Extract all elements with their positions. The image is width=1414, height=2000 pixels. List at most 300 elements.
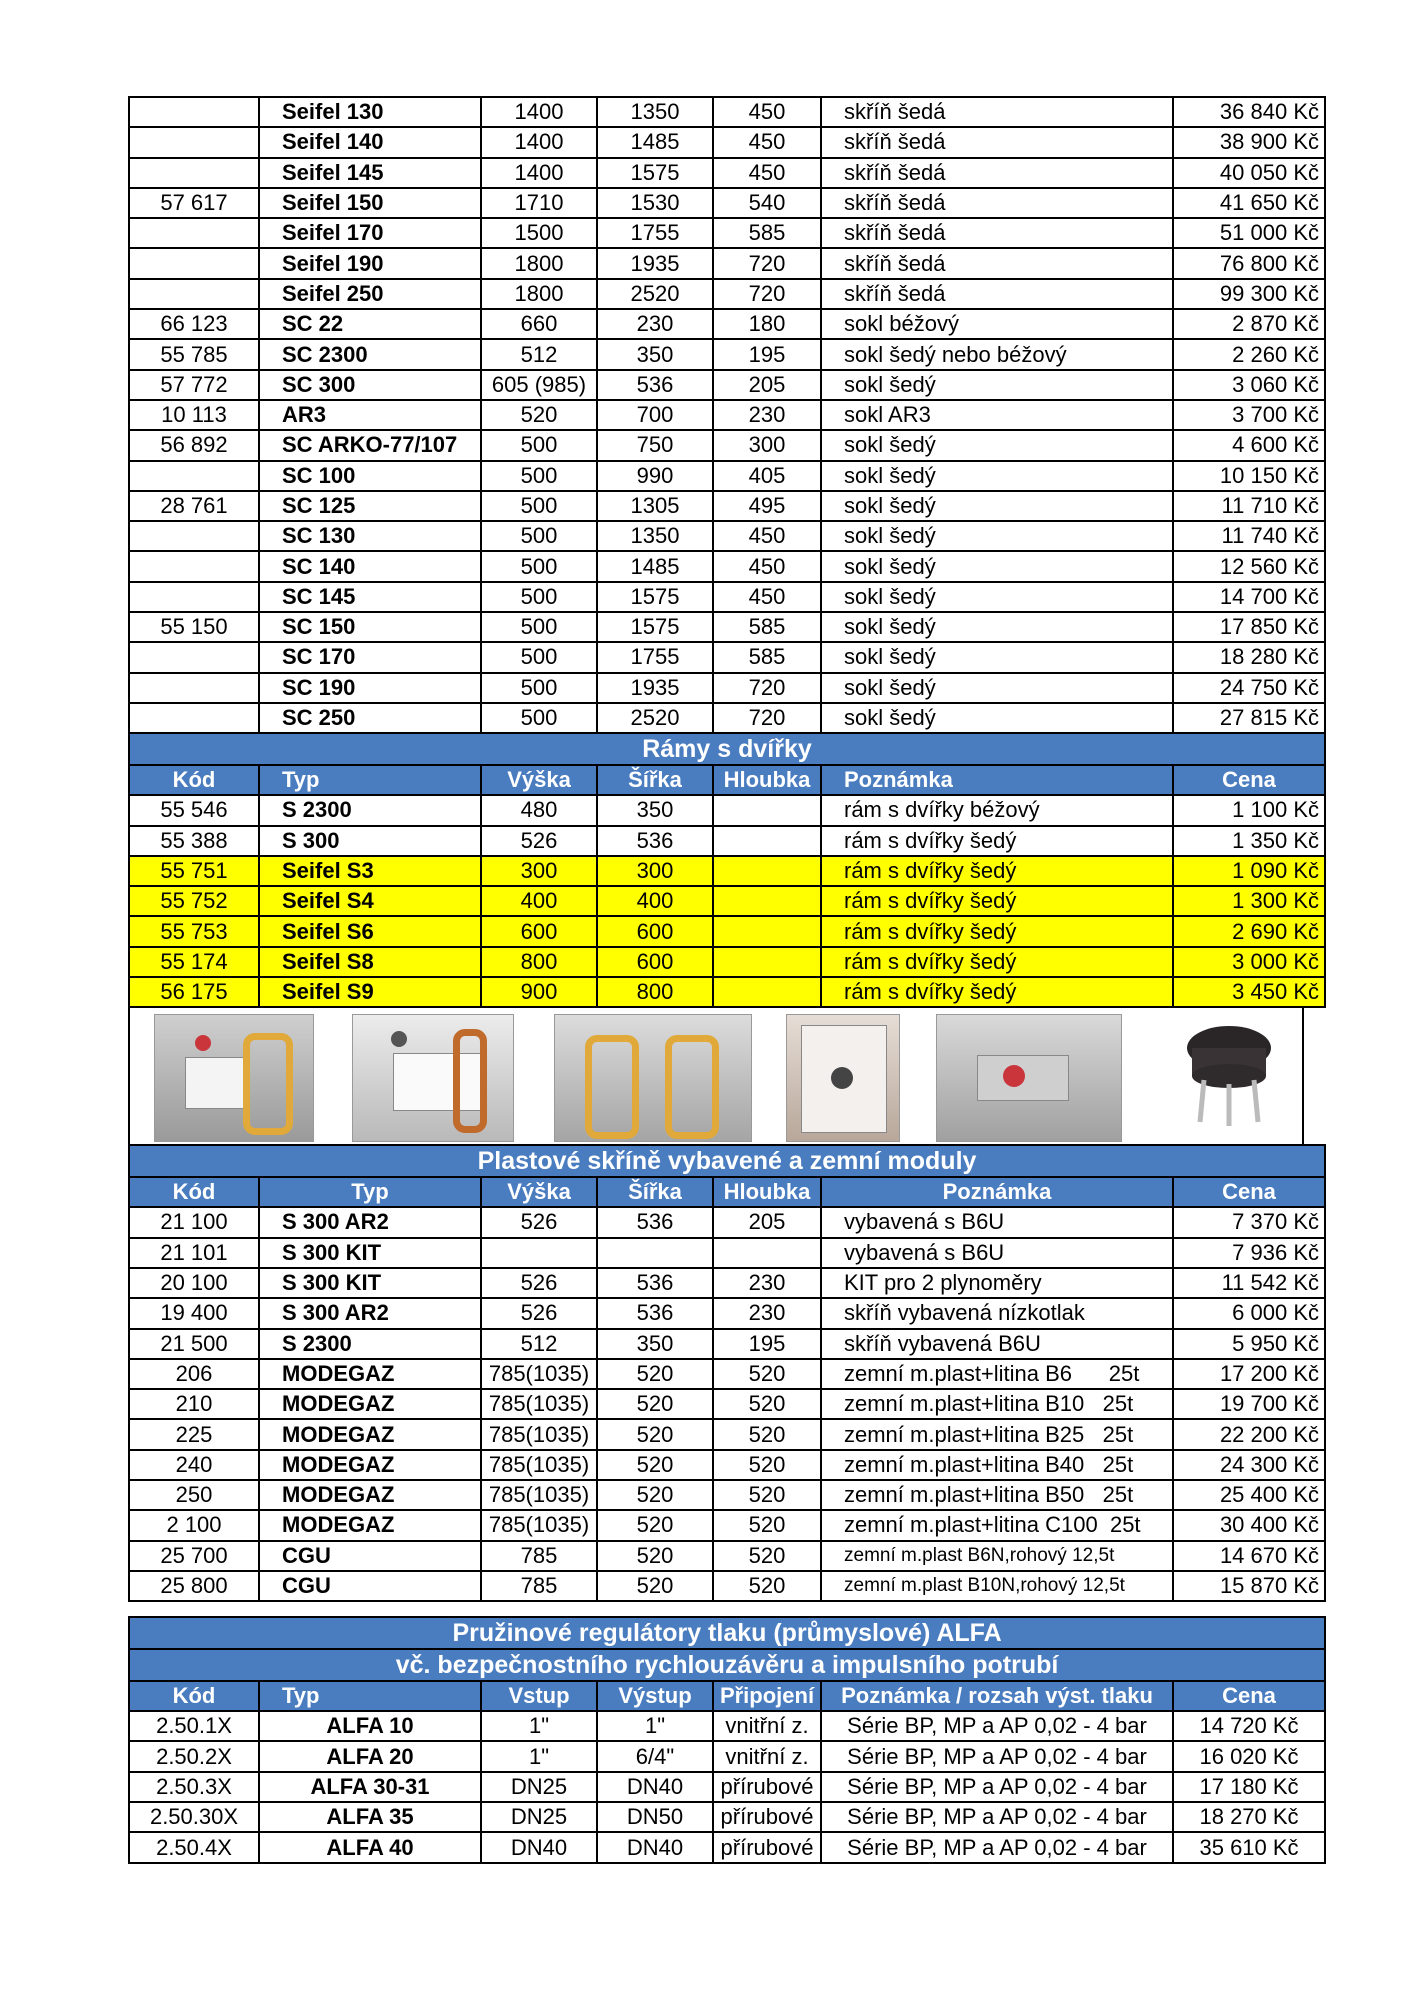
cell-typ: SC 300 [259, 370, 481, 400]
section-title-alfa-2: vč. bezpečnostního rychlouzávěru a impulsního potrubí [129, 1649, 1325, 1681]
cell-poznamka: skříň šedá [821, 248, 1173, 278]
cell-vyska: 785(1035) [481, 1359, 597, 1389]
cell-poznamka: sokl šedý [821, 642, 1173, 672]
cell-kod [129, 158, 259, 188]
cell-cena: 41 650 Kč [1173, 188, 1325, 218]
plastove-header-row [129, 1177, 1325, 1207]
cell-vystup: DN50 [597, 1802, 713, 1832]
cell-hloubka: 450 [713, 158, 821, 188]
cell-kod: 2.50.30X [129, 1802, 259, 1832]
cell-sirka: 536 [597, 1268, 713, 1298]
table-row [129, 1772, 1325, 1802]
cell-vyska: 500 [481, 521, 597, 551]
cell-cena: 1 090 Kč [1173, 856, 1325, 886]
cell-typ: SC 22 [259, 309, 481, 339]
cell-vyska: 785(1035) [481, 1419, 597, 1449]
cell-hloubka: 540 [713, 188, 821, 218]
table-row [129, 158, 1325, 188]
cell-hloubka: 230 [713, 1298, 821, 1328]
cell-hloubka: 720 [713, 279, 821, 309]
table-row [129, 1419, 1325, 1449]
cell-poznamka: zemní m.plast+litina B40 25t [821, 1450, 1173, 1480]
cell-cena: 27 815 Kč [1173, 703, 1325, 733]
cell-hloubka: 230 [713, 1268, 821, 1298]
cell-poznamka: skříň šedá [821, 97, 1173, 127]
cell-hloubka: 520 [713, 1450, 821, 1480]
cell-sirka: 520 [597, 1510, 713, 1540]
cell-cena: 11 710 Kč [1173, 491, 1325, 521]
cell-kod: 2.50.2X [129, 1741, 259, 1771]
cell-cena: 2 870 Kč [1173, 309, 1325, 339]
table-row [129, 400, 1325, 430]
col-header-vyska: Výška [481, 1177, 597, 1207]
cell-kod: 55 546 [129, 795, 259, 825]
cell-typ: SC 190 [259, 673, 481, 703]
col-header-vystup: Výstup [597, 1681, 713, 1711]
cell-pripojeni: přírubové [713, 1802, 821, 1832]
cell-sirka: 536 [597, 370, 713, 400]
table-row [129, 1741, 1325, 1771]
cell-poznamka: KIT pro 2 plynoměry [821, 1268, 1173, 1298]
cell-hloubka: 450 [713, 551, 821, 581]
cell-cena: 14 700 Kč [1173, 582, 1325, 612]
cell-hloubka: 720 [713, 673, 821, 703]
col-header-cena: Cena [1173, 1681, 1325, 1711]
cell-cena: 18 270 Kč [1173, 1802, 1325, 1832]
cell-vstup: DN40 [481, 1832, 597, 1862]
regulator-box-photo-icon [786, 1014, 900, 1142]
cell-vyska: 512 [481, 1329, 597, 1359]
table-row [129, 370, 1325, 400]
cell-cena: 14 670 Kč [1173, 1541, 1325, 1571]
cell-cena: 15 870 Kč [1173, 1571, 1325, 1601]
cell-cena: 24 750 Kč [1173, 673, 1325, 703]
cell-sirka: 520 [597, 1480, 713, 1510]
table-row [129, 1802, 1325, 1832]
cell-sirka: 520 [597, 1571, 713, 1601]
cell-hloubka [713, 826, 821, 856]
cell-vyska: 785 [481, 1541, 597, 1571]
cell-cena: 1 350 Kč [1173, 826, 1325, 856]
cell-vyska: 500 [481, 491, 597, 521]
cell-typ: MODEGAZ [259, 1419, 481, 1449]
cell-typ: Seifel S8 [259, 947, 481, 977]
cell-hloubka [713, 977, 821, 1007]
cell-vyska: 512 [481, 339, 597, 369]
cell-vyska: 1800 [481, 279, 597, 309]
cell-poznamka: vybavená s B6U [821, 1238, 1173, 1268]
cell-vyska: 1710 [481, 188, 597, 218]
cell-cena: 11 542 Kč [1173, 1268, 1325, 1298]
cell-sirka: 2520 [597, 703, 713, 733]
cell-vyska: 785(1035) [481, 1389, 597, 1419]
cell-vyska: 500 [481, 582, 597, 612]
cell-cena: 51 000 Kč [1173, 218, 1325, 248]
cell-vyska: 300 [481, 856, 597, 886]
cell-kod [129, 703, 259, 733]
table-row [129, 461, 1325, 491]
table-row [129, 1571, 1325, 1601]
cell-sirka: 536 [597, 1298, 713, 1328]
cell-poznamka: rám s dvířky béžový [821, 795, 1173, 825]
cell-cena: 7 936 Kč [1173, 1238, 1325, 1268]
cell-kod [129, 127, 259, 157]
col-header-kod: Kód [129, 1177, 259, 1207]
table-row [129, 703, 1325, 733]
cell-vstup: DN25 [481, 1772, 597, 1802]
cell-vyska: 785 [481, 1571, 597, 1601]
cell-sirka: 600 [597, 947, 713, 977]
cell-typ: Seifel 140 [259, 127, 481, 157]
cell-vyska: 526 [481, 1268, 597, 1298]
cell-cena: 7 370 Kč [1173, 1207, 1325, 1237]
cell-hloubka [713, 947, 821, 977]
cell-kod: 210 [129, 1389, 259, 1419]
cell-cena: 3 000 Kč [1173, 947, 1325, 977]
continued-table-body [129, 97, 1325, 733]
cell-kod [129, 279, 259, 309]
cell-kod: 55 174 [129, 947, 259, 977]
cell-kod [129, 551, 259, 581]
cell-kod [129, 461, 259, 491]
cell-poznamka: Série BP, MP a AP 0,02 - 4 bar [821, 1741, 1173, 1771]
cell-vyska: 1400 [481, 158, 597, 188]
cell-hloubka: 585 [713, 218, 821, 248]
col-header-typ: Typ [259, 765, 481, 795]
cell-typ: Seifel S4 [259, 886, 481, 916]
cell-hloubka: 450 [713, 97, 821, 127]
table-row [129, 673, 1325, 703]
cell-cena: 40 050 Kč [1173, 158, 1325, 188]
cell-vyska: 526 [481, 826, 597, 856]
cell-hloubka: 720 [713, 248, 821, 278]
cell-hloubka [713, 795, 821, 825]
cell-kod: 55 752 [129, 886, 259, 916]
cell-poznamka: skříň šedá [821, 127, 1173, 157]
col-header-poznamka: Poznámka [821, 765, 1173, 795]
cell-kod [129, 642, 259, 672]
col-header-pripojeni: Připojení [713, 1681, 821, 1711]
cell-kod: 28 761 [129, 491, 259, 521]
cell-hloubka [713, 1238, 821, 1268]
cell-sirka: 350 [597, 1329, 713, 1359]
cell-poznamka: sokl šedý [821, 673, 1173, 703]
cell-poznamka: sokl šedý [821, 612, 1173, 642]
table-row [129, 916, 1325, 946]
cell-sirka: 750 [597, 430, 713, 460]
cell-poznamka: skříň šedá [821, 188, 1173, 218]
cell-typ: S 2300 [259, 795, 481, 825]
cell-vyska: 500 [481, 430, 597, 460]
cell-typ: SC 125 [259, 491, 481, 521]
cell-hloubka: 520 [713, 1419, 821, 1449]
col-header-kod: Kód [129, 765, 259, 795]
table-row [129, 218, 1325, 248]
table-row [129, 1541, 1325, 1571]
cell-hloubka: 195 [713, 339, 821, 369]
table-row [129, 977, 1325, 1007]
ramy-header-row [129, 765, 1325, 795]
cell-pripojeni: vnitřní z. [713, 1741, 821, 1771]
cell-cena: 4 600 Kč [1173, 430, 1325, 460]
cell-kod [129, 248, 259, 278]
cell-sirka: 700 [597, 400, 713, 430]
cell-sirka: 1485 [597, 551, 713, 581]
cell-cena: 22 200 Kč [1173, 1419, 1325, 1449]
cell-sirka: 2520 [597, 279, 713, 309]
cell-poznamka: zemní m.plast B10N,rohový 12,5t [821, 1571, 1173, 1601]
table-row [129, 886, 1325, 916]
cell-typ: Seifel 170 [259, 218, 481, 248]
cell-poznamka: Série BP, MP a AP 0,02 - 4 bar [821, 1802, 1173, 1832]
cell-sirka: 350 [597, 339, 713, 369]
cell-typ: S 300 AR2 [259, 1207, 481, 1237]
cell-poznamka: zemní m.plast+litina C100 25t [821, 1510, 1173, 1540]
cell-hloubka [713, 856, 821, 886]
cell-sirka: 520 [597, 1419, 713, 1449]
plastove-table-body [129, 1207, 1325, 1601]
cell-hloubka: 230 [713, 400, 821, 430]
cell-vstup: 1" [481, 1741, 597, 1771]
cell-sirka: 1575 [597, 158, 713, 188]
col-header-poznamka: Poznámka / rozsah výst. tlaku [821, 1681, 1173, 1711]
cell-typ: MODEGAZ [259, 1389, 481, 1419]
cell-sirka [597, 1238, 713, 1268]
cell-cena: 25 400 Kč [1173, 1480, 1325, 1510]
table-row [129, 188, 1325, 218]
cell-hloubka: 585 [713, 642, 821, 672]
cell-sirka: 520 [597, 1389, 713, 1419]
cell-typ: SC 2300 [259, 339, 481, 369]
alfa-table-body [129, 1711, 1325, 1862]
table-row [129, 248, 1325, 278]
cell-kod: 2 100 [129, 1510, 259, 1540]
table-row [129, 1510, 1325, 1540]
cell-hloubka: 720 [713, 703, 821, 733]
cell-sirka: 1755 [597, 218, 713, 248]
table-row [129, 1329, 1325, 1359]
cell-poznamka: Série BP, MP a AP 0,02 - 4 bar [821, 1711, 1173, 1741]
cell-sirka: 536 [597, 1207, 713, 1237]
cell-vyska: 785(1035) [481, 1510, 597, 1540]
cell-poznamka: sokl šedý nebo béžový [821, 339, 1173, 369]
cell-sirka: 1935 [597, 673, 713, 703]
cell-sirka: 600 [597, 916, 713, 946]
cell-typ: Seifel 250 [259, 279, 481, 309]
cell-typ: SC 250 [259, 703, 481, 733]
cell-vyska: 1400 [481, 127, 597, 157]
table-row [129, 1711, 1325, 1741]
cell-poznamka: sokl šedý [821, 551, 1173, 581]
table-row [129, 1268, 1325, 1298]
cell-sirka: 350 [597, 795, 713, 825]
cell-vyska: 500 [481, 642, 597, 672]
cell-poznamka: sokl šedý [821, 521, 1173, 551]
cell-vyska: 900 [481, 977, 597, 1007]
cell-vyska: 480 [481, 795, 597, 825]
col-header-cena: Cena [1173, 1177, 1325, 1207]
price-list-sheet [128, 96, 1320, 1864]
cell-kod: 10 113 [129, 400, 259, 430]
cell-vyska: 526 [481, 1298, 597, 1328]
cell-hloubka: 180 [713, 309, 821, 339]
cell-typ: SC 145 [259, 582, 481, 612]
alfa-table [128, 1616, 1326, 1863]
cell-cena: 11 740 Kč [1173, 521, 1325, 551]
cell-vstup: DN25 [481, 1802, 597, 1832]
cell-kod [129, 673, 259, 703]
cell-sirka: 520 [597, 1450, 713, 1480]
cell-cena: 19 700 Kč [1173, 1389, 1325, 1419]
cell-typ: Seifel 130 [259, 97, 481, 127]
cell-kod: 206 [129, 1359, 259, 1389]
cell-poznamka: rám s dvířky šedý [821, 856, 1173, 886]
cell-typ: S 300 AR2 [259, 1298, 481, 1328]
cell-vyska: 400 [481, 886, 597, 916]
cell-kod: 21 500 [129, 1329, 259, 1359]
table-row [129, 1359, 1325, 1389]
cell-cena: 3 060 Kč [1173, 370, 1325, 400]
cell-kod: 225 [129, 1419, 259, 1449]
alfa-header-row [129, 1681, 1325, 1711]
cell-poznamka: zemní m.plast B6N,rohový 12,5t [821, 1541, 1173, 1571]
cell-hloubka: 585 [713, 612, 821, 642]
col-header-hloubka: Hloubka [713, 765, 821, 795]
cell-typ: SC ARKO-77/107 [259, 430, 481, 460]
cell-hloubka: 450 [713, 582, 821, 612]
cell-cena: 17 850 Kč [1173, 612, 1325, 642]
cell-typ: ALFA 40 [259, 1832, 481, 1862]
table-row [129, 1298, 1325, 1328]
cell-poznamka: sokl šedý [821, 461, 1173, 491]
cell-vyska: 785(1035) [481, 1480, 597, 1510]
cell-kod: 25 800 [129, 1571, 259, 1601]
cell-hloubka: 300 [713, 430, 821, 460]
table-row [129, 97, 1325, 127]
col-header-vyska: Výška [481, 765, 597, 795]
section-gap [128, 1602, 1304, 1616]
cell-kod: 55 150 [129, 612, 259, 642]
cell-kod: 2.50.4X [129, 1832, 259, 1862]
cell-kod: 55 753 [129, 916, 259, 946]
table-row [129, 521, 1325, 551]
cell-typ: MODEGAZ [259, 1510, 481, 1540]
cell-vystup: 6/4" [597, 1741, 713, 1771]
cell-cena: 1 100 Kč [1173, 795, 1325, 825]
cell-cena: 18 280 Kč [1173, 642, 1325, 672]
cell-hloubka: 520 [713, 1389, 821, 1419]
cell-kod [129, 97, 259, 127]
cell-vyska: 1800 [481, 248, 597, 278]
cell-poznamka: skříň šedá [821, 218, 1173, 248]
table-row [129, 795, 1325, 825]
col-header-sirka: Šířka [597, 765, 713, 795]
ground-module-photo-icon [1174, 1018, 1284, 1130]
cell-vystup: 1" [597, 1711, 713, 1741]
table-row [129, 1480, 1325, 1510]
cell-typ: Seifel 145 [259, 158, 481, 188]
table-row [129, 1389, 1325, 1419]
col-header-kod: Kód [129, 1681, 259, 1711]
cell-cena: 1 300 Kč [1173, 886, 1325, 916]
cell-kod: 250 [129, 1480, 259, 1510]
col-header-sirka: Šířka [597, 1177, 713, 1207]
cell-poznamka: skříň vybavená nízkotlak [821, 1298, 1173, 1328]
cell-typ: ALFA 10 [259, 1711, 481, 1741]
cell-typ: Seifel 150 [259, 188, 481, 218]
table-row [129, 309, 1325, 339]
cell-poznamka: sokl šedý [821, 370, 1173, 400]
cell-vyska: 600 [481, 916, 597, 946]
cell-kod: 21 101 [129, 1238, 259, 1268]
cell-sirka: 1935 [597, 248, 713, 278]
cell-typ: MODEGAZ [259, 1450, 481, 1480]
cell-vyska: 526 [481, 1207, 597, 1237]
table-row [129, 582, 1325, 612]
cell-vyska: 500 [481, 551, 597, 581]
cell-typ: ALFA 20 [259, 1741, 481, 1771]
cell-poznamka: sokl béžový [821, 309, 1173, 339]
cell-hloubka [713, 886, 821, 916]
cell-sirka: 1350 [597, 97, 713, 127]
table-row [129, 826, 1325, 856]
cell-vyska: 785(1035) [481, 1450, 597, 1480]
cell-vyska: 500 [481, 673, 597, 703]
cell-sirka: 1755 [597, 642, 713, 672]
product-photo-strip [128, 1008, 1304, 1144]
cell-typ: SC 170 [259, 642, 481, 672]
ramy-table-body [129, 795, 1325, 1007]
cell-kod: 55 785 [129, 339, 259, 369]
cell-poznamka: sokl šedý [821, 491, 1173, 521]
cell-cena: 38 900 Kč [1173, 127, 1325, 157]
cell-hloubka: 450 [713, 521, 821, 551]
cell-typ: MODEGAZ [259, 1359, 481, 1389]
cell-kod: 57 772 [129, 370, 259, 400]
cell-typ: ALFA 35 [259, 1802, 481, 1832]
cell-typ: S 300 KIT [259, 1238, 481, 1268]
cell-kod: 55 751 [129, 856, 259, 886]
table-row [129, 1238, 1325, 1268]
cell-sirka: 1350 [597, 521, 713, 551]
cell-hloubka [713, 916, 821, 946]
table-row [129, 1450, 1325, 1480]
table-row [129, 612, 1325, 642]
cell-poznamka: sokl šedý [821, 703, 1173, 733]
table-row [129, 551, 1325, 581]
gas-meter-box-photo-icon [154, 1014, 314, 1142]
cell-cena: 35 610 Kč [1173, 1832, 1325, 1862]
table-row [129, 430, 1325, 460]
cell-hloubka: 520 [713, 1359, 821, 1389]
cell-poznamka: rám s dvířky šedý [821, 977, 1173, 1007]
cell-pripojeni: přírubové [713, 1772, 821, 1802]
cell-pripojeni: vnitřní z. [713, 1711, 821, 1741]
cell-vyska [481, 1238, 597, 1268]
cell-poznamka: rám s dvířky šedý [821, 886, 1173, 916]
cell-cena: 99 300 Kč [1173, 279, 1325, 309]
cell-sirka: 230 [597, 309, 713, 339]
gas-meter-photo-icon [352, 1014, 514, 1142]
table-row [129, 642, 1325, 672]
cell-sirka: 520 [597, 1541, 713, 1571]
cell-sirka: 536 [597, 826, 713, 856]
cell-vyska: 605 (985) [481, 370, 597, 400]
col-header-poznamka: Poznámka [821, 1177, 1173, 1207]
cell-kod: 2.50.3X [129, 1772, 259, 1802]
cell-kod: 25 700 [129, 1541, 259, 1571]
cell-cena: 14 720 Kč [1173, 1711, 1325, 1741]
